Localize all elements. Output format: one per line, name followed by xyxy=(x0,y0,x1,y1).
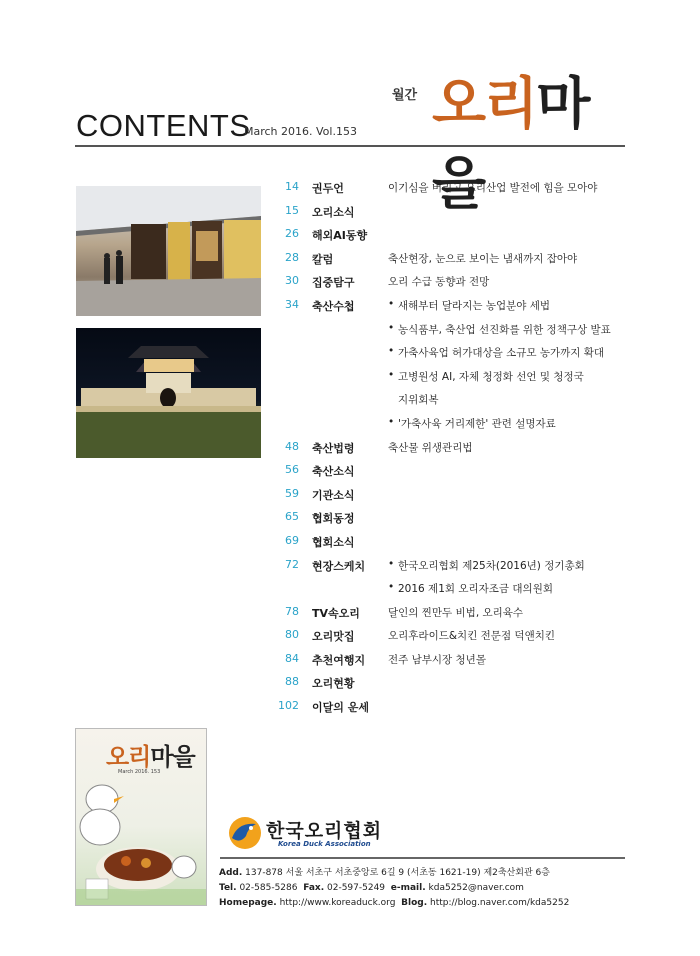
toc-section-title: 협회소식 xyxy=(312,535,355,549)
toc-section-title: 축산수첩 xyxy=(312,299,355,313)
toc-page-number: 69 xyxy=(285,533,299,547)
toc-entry xyxy=(270,345,630,369)
toc-page-number: 80 xyxy=(285,628,299,642)
toc-section-title: 이달의 운세 xyxy=(312,701,369,715)
toc-entry xyxy=(270,274,630,298)
toc-entry xyxy=(270,322,630,346)
toc-page-number: 48 xyxy=(285,439,299,453)
toc-article-title: 축산물 위생관리법 xyxy=(388,441,473,454)
contact-info xyxy=(219,866,629,911)
toc-entry xyxy=(270,675,630,699)
email-label: e-mail. xyxy=(390,883,426,893)
fax-label: Fax. xyxy=(303,883,325,893)
page-title: CONTENTS xyxy=(76,108,251,143)
toc-entry xyxy=(270,463,630,487)
toc-entry xyxy=(270,298,630,322)
toc-entry xyxy=(270,581,630,605)
toc-section-title: 오리소식 xyxy=(312,205,355,219)
toc-page-number: 14 xyxy=(285,180,299,193)
toc-section-title: TV속오리 xyxy=(312,606,360,620)
toc-section-title: 축산법령 xyxy=(312,441,355,455)
blog-label: Blog. xyxy=(401,898,428,908)
address-value: 137-878 서울 서초구 서초중앙로 6길 9 (서초동 1621-19) 제2축산회관 6층 xyxy=(245,868,550,878)
toc-page-number: 34 xyxy=(285,297,299,311)
toc-page-number: 88 xyxy=(285,675,299,689)
email-link[interactable]: kda5252@naver.com xyxy=(428,883,524,893)
footer-divider xyxy=(220,857,625,859)
tel-label: Tel. xyxy=(219,883,237,893)
web-line xyxy=(219,896,629,911)
toc-article-title: • 고병원성 AI, 자체 청정화 선언 및 청정국 xyxy=(398,369,584,384)
toc-entry xyxy=(270,251,630,275)
toc-page-number: 78 xyxy=(285,604,299,618)
fax-value: 02-597-5249 xyxy=(327,883,386,893)
toc-section-title: 칼럼 xyxy=(312,252,334,266)
toc-article-title: 오리 수급 동향과 전망 xyxy=(388,276,490,289)
toc-entry xyxy=(270,628,630,652)
toc-section-title: 집중탐구 xyxy=(312,276,355,290)
toc-page-number: 65 xyxy=(285,510,299,524)
toc-section-title: 추천여행지 xyxy=(312,653,366,667)
logo-part-2: 마을 xyxy=(432,71,589,217)
toc-entry xyxy=(270,652,630,676)
toc-article-title: • 가축사육업 허가대상을 소규모 농가까지 확대 xyxy=(398,345,604,360)
address-label: Add. xyxy=(219,868,243,878)
toc-page-number: 56 xyxy=(285,463,299,477)
toc-article-title: 지위회복 xyxy=(398,394,439,407)
toc-article-title: • 새해부터 달라지는 농업분야 세법 xyxy=(398,298,550,313)
toc-section-title: 권두언 xyxy=(312,182,344,195)
toc-section-title: 오리맛집 xyxy=(312,630,355,644)
toc-article-title: • '가축사육 거리제한' 관련 설명자료 xyxy=(398,416,556,431)
toc-section-title: 현장스케치 xyxy=(312,559,366,573)
toc-page-number: 84 xyxy=(285,651,299,665)
toc-page-number: 59 xyxy=(285,486,299,500)
toc-entry xyxy=(270,227,630,251)
homepage-label: Homepage. xyxy=(219,898,277,908)
toc-entry xyxy=(270,416,630,440)
toc-page-number: 26 xyxy=(285,227,299,241)
association-logo xyxy=(226,812,406,852)
market-street-photo xyxy=(76,186,261,316)
toc-article-title: • 2016 제1회 오리자조금 대의원회 xyxy=(398,581,553,596)
night-fortress-photo xyxy=(76,328,261,458)
cover-issue: March 2016. 153 xyxy=(118,769,161,775)
toc-section-title: 오리현황 xyxy=(312,677,355,691)
toc-entry xyxy=(270,534,630,558)
toc-article-title: 전주 남부시장 청년몰 xyxy=(388,653,486,666)
toc-entry xyxy=(270,605,630,629)
magazine-cover-thumbnail xyxy=(75,728,207,906)
toc-entry xyxy=(270,699,630,723)
toc-entry xyxy=(270,180,630,204)
cover-illustration xyxy=(76,729,207,906)
phone-line xyxy=(219,881,629,896)
duck-emblem-icon xyxy=(226,814,264,852)
cover-logo-part-1: 오리 xyxy=(106,742,151,771)
toc-entry xyxy=(270,558,630,582)
homepage-link[interactable]: http://www.koreaduck.org xyxy=(279,898,396,908)
toc-entry xyxy=(270,369,630,393)
toc-article-title: • 농식품부, 축산업 선진화를 위한 정책구상 발표 xyxy=(398,322,611,337)
toc-section-title: 해외AI동향 xyxy=(312,229,368,243)
toc-article-title: • 한국오리협회 제25차(2016년) 정기총회 xyxy=(398,558,585,573)
logo-part-1: 오리 xyxy=(432,71,537,137)
association-name-en: Korea Duck Association xyxy=(278,840,371,848)
toc-page-number: 28 xyxy=(285,250,299,264)
toc-article-title: 이기심을 버리고 오리산업 발전에 힘을 모아야 xyxy=(388,182,598,194)
toc-article-title: 달인의 찐만두 비법, 오리육수 xyxy=(388,606,524,619)
logo-prefix: 월간 xyxy=(392,88,418,103)
toc-page-number: 15 xyxy=(285,203,299,217)
table-of-contents xyxy=(270,180,630,723)
toc-article-title: 축산현장, 눈으로 보이는 냄새까지 잡아야 xyxy=(388,252,578,265)
toc-entry xyxy=(270,510,630,534)
toc-section-title: 협회동정 xyxy=(312,512,355,526)
toc-entry xyxy=(270,487,630,511)
issue-info: March 2016. Vol.153 xyxy=(244,125,357,138)
blog-link[interactable]: http://blog.naver.com/kda5252 xyxy=(430,898,570,908)
cover-logo-part-2: 마을 xyxy=(150,742,195,771)
association-name: 한국오리협회 xyxy=(266,820,383,842)
toc-page-number: 72 xyxy=(285,557,299,571)
toc-article-title: 오리후라이드&치킨 전문점 덕앤치킨 xyxy=(388,630,556,643)
toc-entry xyxy=(270,204,630,228)
tel-value: 02-585-5286 xyxy=(239,883,298,893)
toc-page-number: 102 xyxy=(278,699,299,713)
toc-entry xyxy=(270,440,630,464)
toc-section-title: 축산소식 xyxy=(312,465,355,479)
toc-entry xyxy=(270,392,630,416)
toc-section-title: 기관소식 xyxy=(312,488,355,502)
address-line xyxy=(219,866,629,881)
toc-page-number: 30 xyxy=(285,274,299,288)
